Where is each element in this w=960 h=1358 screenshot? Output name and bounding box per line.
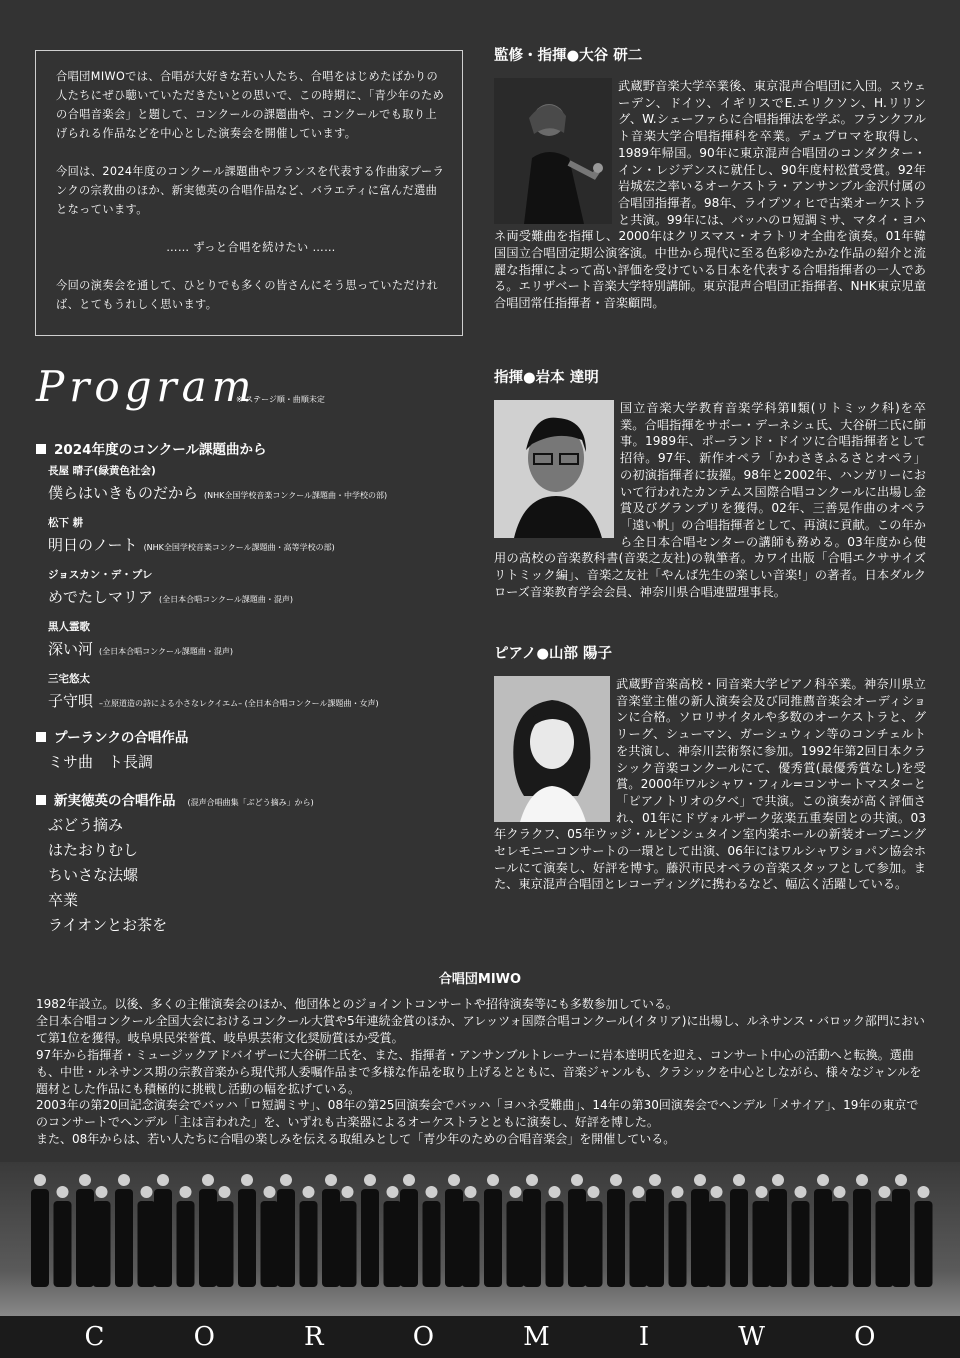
work-title: ミサ曲 ト長調 (48, 753, 154, 771)
choir-line: 全日本合唱コンクール全国大会におけるコンクール大賞や5年連続金賞のほか、アレッツォ国際合唱コンクール(イタリア)に出場し、ルネサンス・バロック部門において第1位を獲得。岐阜県民栄誉賞、岐阜県芸術文化奨励賞ほか受賞。 (36, 1013, 925, 1045)
intro-tagline: …… ずっと合唱を続けたい …… (166, 241, 336, 254)
choir-description (36, 996, 928, 1148)
bio-heading: 監修・指揮●大谷 研二 (494, 48, 643, 64)
conductor-photo (494, 400, 614, 538)
choir-line: また、08年からは、若い人たちに合唱の楽しみを伝える取組みとして「青少年のための合唱音楽会」を開催している。 (36, 1132, 676, 1147)
section-heading-3: 新実徳英の合唱作品 (混声合唱曲集「ぶどう摘み」から) (36, 789, 466, 809)
intro-box (35, 50, 463, 336)
bio-body: 武蔵野音楽高校・同音楽大学ピアノ科卒業。神奈川県立音楽堂主催の新人演奏会及び同推薦音楽会オーディションに合格。ソロリサイタルや多数のオーケストラと、グリーグ、シューマン、ガーシュウィン等のコンチェルトを共演し、神奈川芸術祭に参加。1992年第2回日本クラシック音楽コンクールにて、優秀賞(最優秀賞なし)を受賞。2000年ワルシャワ・フィル=コンサートマスターと「ピアノトリオの夕べ」で共演。この演奏が高く評価され、01年にドヴォルザーク弦楽五重奏団との共演。03年クラクフ、05年ウッジ・ルビンシュタイン室内楽ホールの新装オープニングセレモニーコンサートの一環として出演、06年にはワルシャワショパン協会ホールにて演奏し、好評を博す。藤沢市民オペラの音楽スタッフとして参加。また、東京混声合唱団とレコーディングに携わるなど、幅広く活躍している。 (494, 677, 926, 892)
composer: 黒人霊歌 (48, 621, 90, 633)
choir-line: 97年から指揮者・ミュージックアドバイザーに大谷研二氏を、また、指揮者・アンサンブルトレーナーに岩本達明氏を迎え、コンサート中心の活動へと転換。選曲も、中世・ルネサンス期の宗教音楽から現代邦人委嘱作品まで多様な作品を取り上げるとともに、音楽ジャンルも、クラシックを中心としながら、様々なジャンルを題材とした作品にも積極的に挑戦し活動の幅を拡げている。 (36, 1047, 922, 1096)
work-title: はたおりむし (48, 841, 139, 859)
square-bullet-icon (36, 795, 46, 805)
section-heading-1: 2024年度のコンクール課題曲から (36, 438, 466, 458)
square-bullet-icon (36, 732, 46, 742)
work-title: めでたしマリア (全日本合唱コンクール課題曲・混声) (48, 588, 293, 606)
bio-iwamoto (494, 370, 926, 600)
work-title: 子守唄 –立原道造の詩による小さなレクイエム– (全日本合唱コンクール課題曲・女声) (48, 692, 379, 710)
program-list (36, 438, 466, 938)
footer-letter: R (304, 1322, 324, 1352)
composer: 三宅悠太 (48, 673, 90, 685)
work-title: ライオンとお茶を (48, 916, 168, 934)
program-work (48, 462, 466, 514)
footer-letter: O (193, 1322, 215, 1352)
program-work (48, 618, 466, 670)
bio-body: 国立音楽大学教育音楽学科第Ⅱ類(リトミック科)を卒業。合唱指揮をサボー・デーネシュ氏、大谷研二氏に師事。1989年、ポーランド・ドイツに合唱指揮者として招待。97年、新作オペラ「かわさきふるさとオペラ」の初演指揮者に抜擢。98年と2002年、ハンガリーにおいて行われたカンテムス国際合唱コンクールに出場し金賞及びグランプリを獲得。02年、三善晃作曲のオペラ「遠い帆」の合唱指揮者として、再演に貢献。この年から全日本合唱センターの講師も務める。03年度から使用の高校の音楽教科書(音楽之友社)の執筆者。カワイ出版「合唱エクササイズリトミック編」、音楽之友社「やんば先生の楽しい音楽!」の著者。日本ダルクローズ音楽教育学会会員、神奈川県合唱連盟理事長。 (494, 401, 926, 599)
intro-paragraph-3: 今回の演奏会を通して、ひとりでも多くの皆さんにそう思っていただければ、とてもうれしく思います。 (56, 279, 439, 311)
work-title: 深い河 (全日本合唱コンクール課題曲・混声) (48, 640, 233, 658)
program-title: Program (36, 362, 257, 411)
section-heading-2: プーランクの合唱作品 (36, 726, 466, 746)
bio-heading: ピアノ●山部 陽子 (494, 646, 613, 662)
intro-paragraph-1: 合唱団MIWOでは、合唱が大好きな若い人たち、合唱をはじめたばかりの人たちにぜひ聴いていただきたいとの思いで、この時期に、「青少年のための合唱音楽会」と題して、コンクールの課題曲や、コンクールでも取り上げられる作品などを中心とした演奏会を開催しています。 (56, 70, 445, 140)
bio-body: 武蔵野音楽大学卒業後、東京混声合唱団に入団。スウェーデン、ドイツ、イギリスでE.エリクソン、H.リリング、W.シェーファらに合唱指揮法を学ぶ。フランクフルト音楽大学合唱指揮科を卒業。デュプロマを取得し、1989年帰国。90年に東京混声合唱団のコンダクター・イン・レジデンスに就任し、90年度村松賞受賞。92年岩城宏之率いるオーケストラ・アンサンブル金沢付属の合唱団指揮者。98年、ライプツィヒで古楽オーケストラと共演。99年には、バッハのロ短調ミサ、マタイ・ヨハネ両受難曲を指揮し、2000年はクリスマス・オラトリオ全曲を演奏。01年韓国国立合唱団定期公演客演。中世から現代に至る色彩ゆたかな作品の紹介と流麗な指揮によって高い評価を受けている日本を代表する合唱指揮者の一人である。エリザベート音楽大学特別講師。東京混声合唱団正指揮者、NHK東京児童合唱団常任指揮者・音楽顧問。 (494, 79, 926, 311)
composer: 松下 耕 (48, 517, 84, 529)
bio-otani (494, 48, 926, 312)
footer-letter: O (412, 1322, 435, 1352)
choir-group-photo (0, 1162, 960, 1317)
work-title: 僕らはいきものだから (NHK全国学校音楽コンクール課題曲・中学校の部) (48, 484, 388, 502)
program-work (48, 566, 466, 618)
program-work (48, 514, 466, 566)
bio-heading: 指揮●岩本 達明 (494, 370, 599, 386)
conductor-photo (494, 78, 612, 224)
bio-yamabe (494, 646, 926, 893)
choir-line: 2003年の第20回記念演奏会でバッハ「ロ短調ミサ」、08年の第25回演奏会でバッハ「ヨハネ受難曲」、14年の第30回演奏会でヘンデル「メサイア」、19年の東京でのコンサートでヘンデル「主は言われた」を、いずれも古楽器によるオーケストラとともに演奏し、好評を博した。 (36, 1098, 919, 1130)
choir-heading: 合唱団MIWO (438, 972, 522, 987)
footer-letter: W (738, 1322, 765, 1352)
work-title: 卒業 (48, 891, 79, 909)
composer: ジョスカン・デ・プレ (48, 569, 153, 581)
work-title: ちいさな法螺 (48, 866, 139, 884)
work-title: 明日のノート (NHK全国学校音楽コンクール課題曲・高等学校の部) (48, 536, 335, 554)
intro-paragraph-2: 今回は、2024年度のコンクール課題曲やフランスを代表する作曲家プーランクの宗教曲のほか、新実徳英の合唱作品など、バラエティに富んだ選曲となっています。 (56, 165, 445, 216)
square-bullet-icon (36, 444, 46, 454)
footer-letter: I (638, 1322, 650, 1352)
choir-line: 1982年設立。以後、多くの主催演奏会のほか、他団体とのジョイントコンサートや招待演奏等にも多数参加している。 (36, 997, 678, 1011)
footer-letter: O (854, 1322, 876, 1352)
footer-bar (0, 1316, 960, 1358)
footer-letter: C (84, 1322, 105, 1352)
program-work (48, 670, 466, 712)
footer-letter: M (523, 1322, 550, 1352)
program-note: ※ ステージ順・曲順未定 (236, 395, 325, 404)
composer: 長屋 晴子(緑黄色社会) (48, 465, 156, 477)
pianist-photo (494, 676, 610, 822)
work-title: ぶどう摘み (48, 816, 124, 834)
